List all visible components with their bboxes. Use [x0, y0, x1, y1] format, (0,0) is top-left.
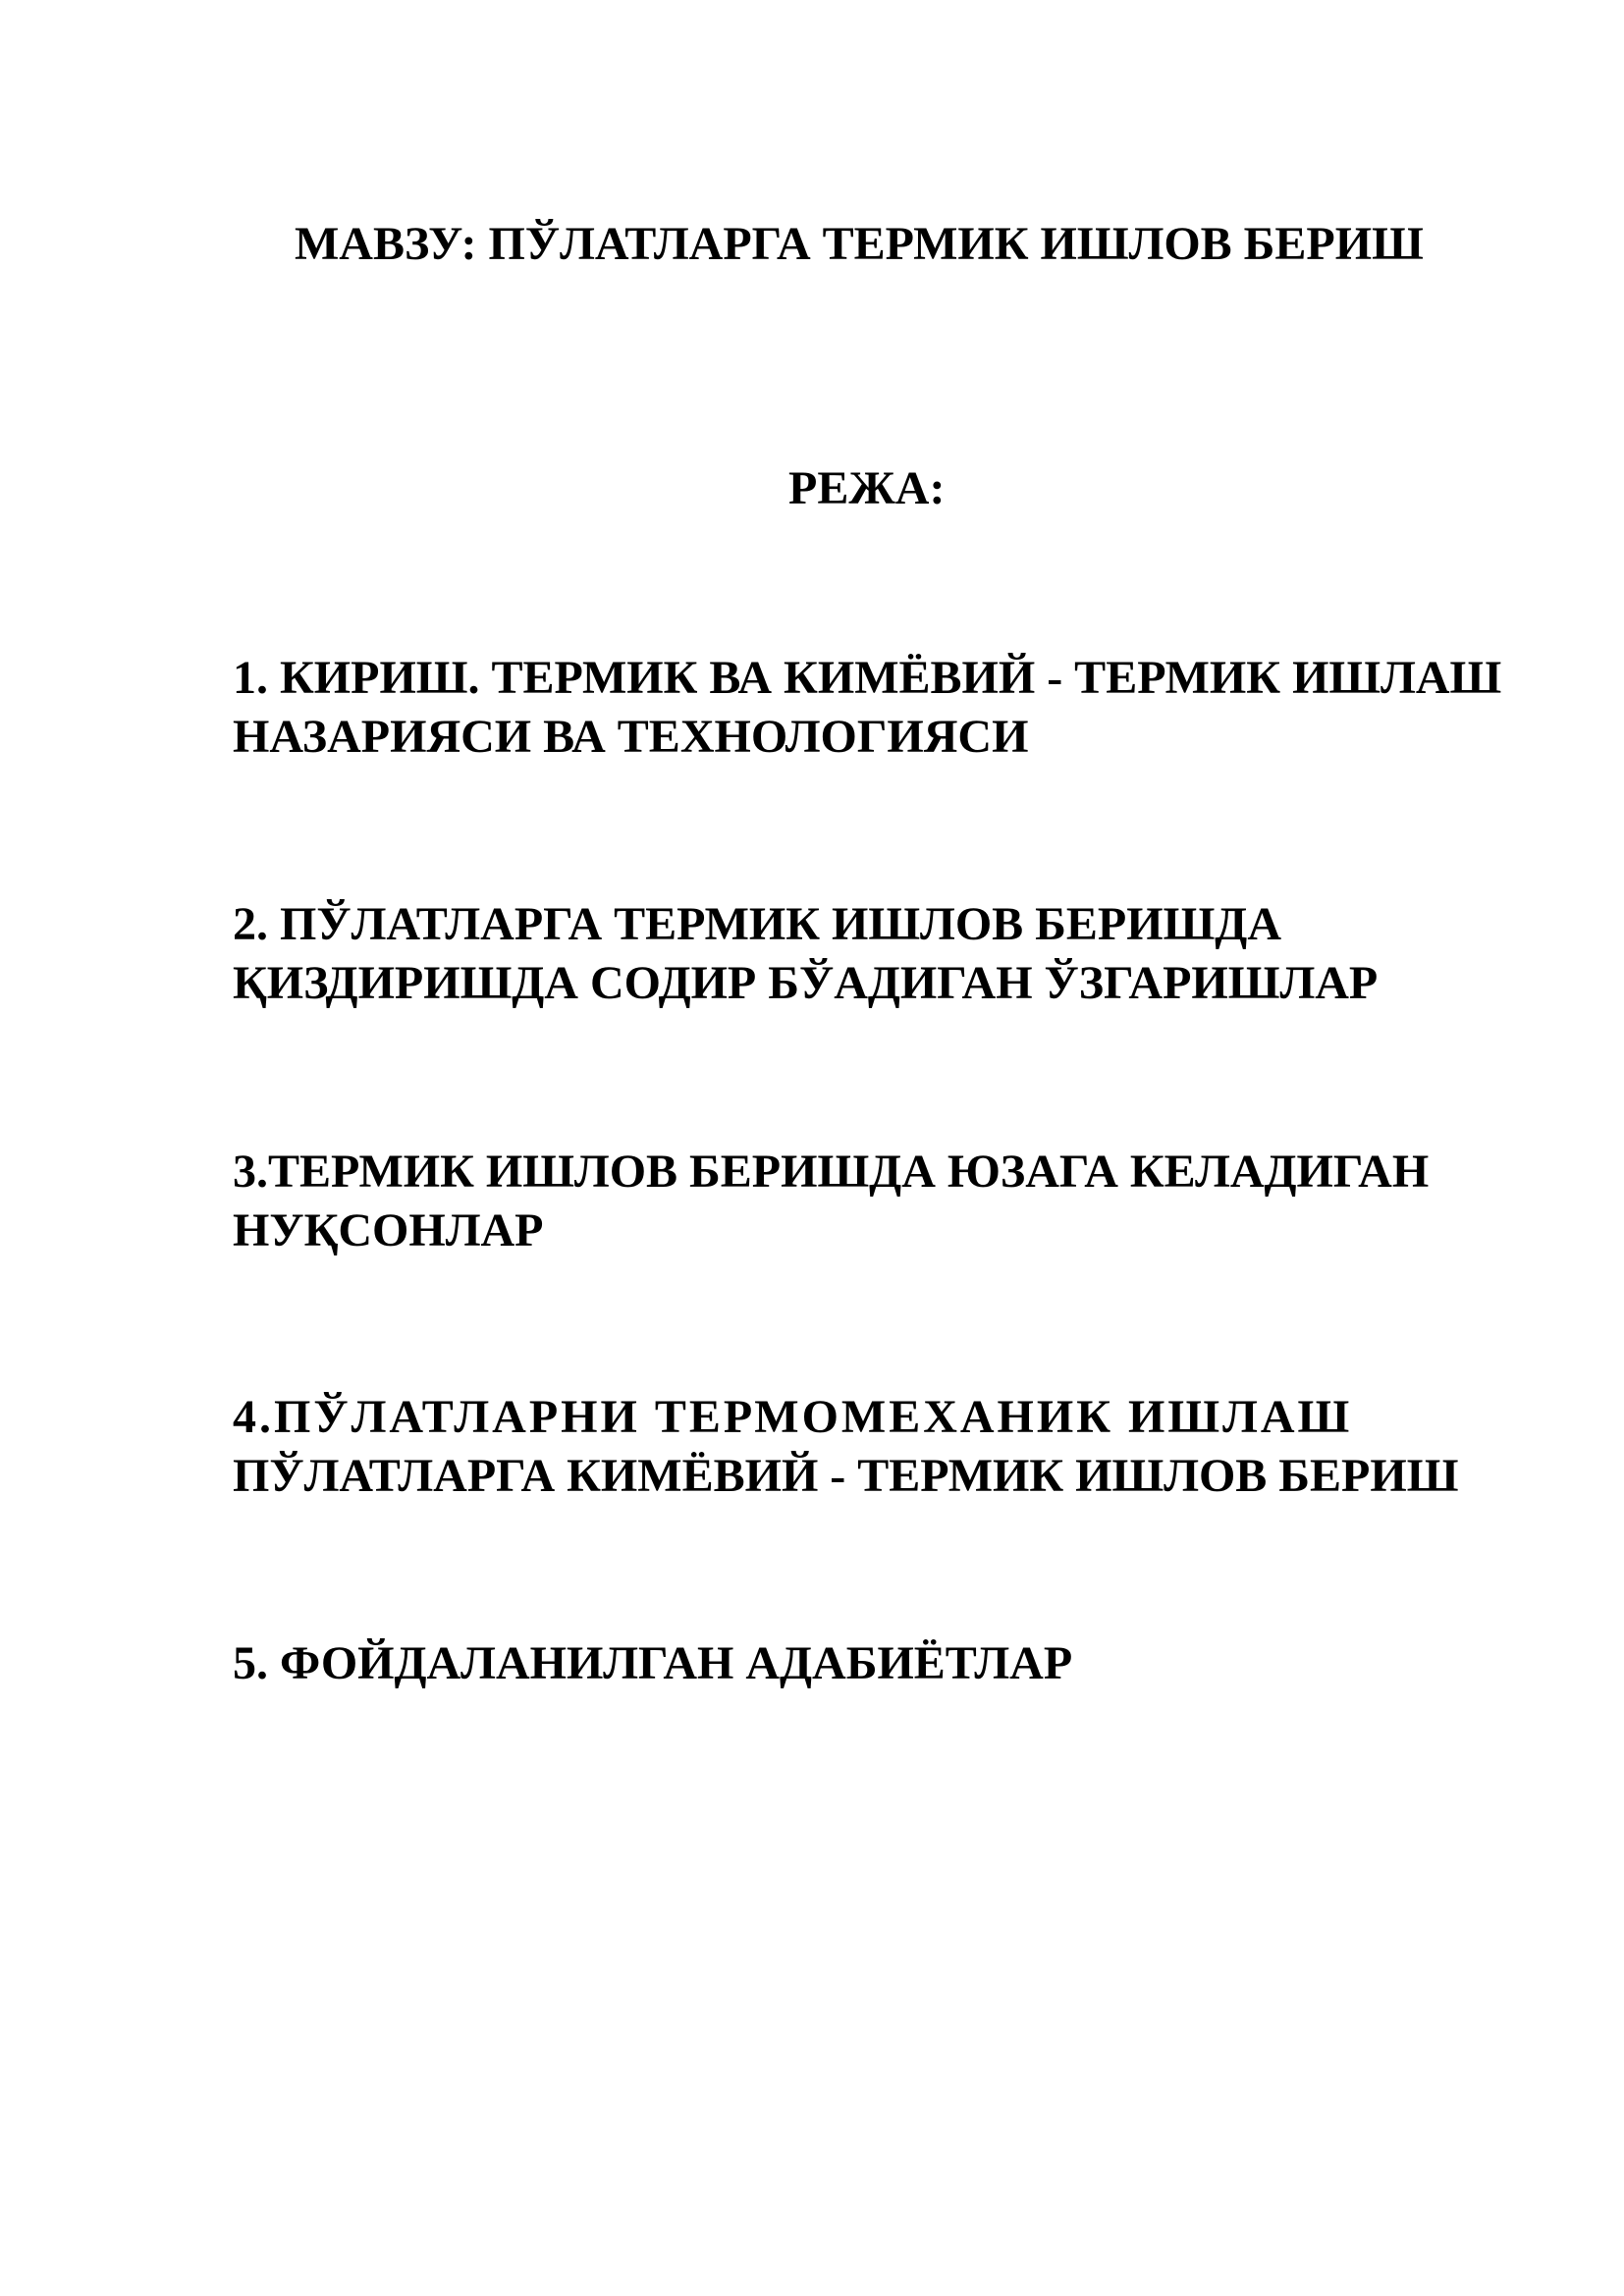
document-title: МАВЗУ: ПЎЛАТЛАРГА ТЕРМИК ИШЛОВ БЕРИШ — [295, 218, 1424, 270]
plan-item-5-line-1: 5. ФОЙДАЛАНИЛГАН АДАБИЁТЛАР — [233, 1637, 1073, 1689]
plan-item-2-line-2: ҚИЗДИРИШДА СОДИР БЎАДИГАН ЎЗГАРИШЛАР — [233, 957, 1379, 1009]
plan-item-4-line-1: 4.ПЎЛАТЛАРНИ ТЕРМОМЕХАНИК ИШЛАШ — [233, 1391, 1353, 1443]
plan-item-3-line-1: 3.ТЕРМИК ИШЛОВ БЕРИШДА ЮЗАГА КЕЛАДИГАН — [233, 1146, 1430, 1198]
plan-item-2-line-1: 2. ПЎЛАТЛАРГА ТЕРМИК ИШЛОВ БЕРИШДА — [233, 898, 1281, 950]
plan-item-3-line-2: НУҚСОНЛАР — [233, 1204, 544, 1256]
plan-item-1-line-1: 1. КИРИШ. ТЕРМИК ВА КИМЁВИЙ - ТЕРМИК ИШЛАШ — [233, 652, 1502, 704]
plan-item-1-line-2: НАЗАРИЯСИ ВА ТЕХНОЛОГИЯСИ — [233, 711, 1029, 763]
plan-item-4-line-2: ПЎЛАТЛАРГА КИМЁВИЙ - ТЕРМИК ИШЛОВ БЕРИШ — [233, 1450, 1459, 1502]
plan-heading: РЕЖА: — [788, 462, 946, 514]
